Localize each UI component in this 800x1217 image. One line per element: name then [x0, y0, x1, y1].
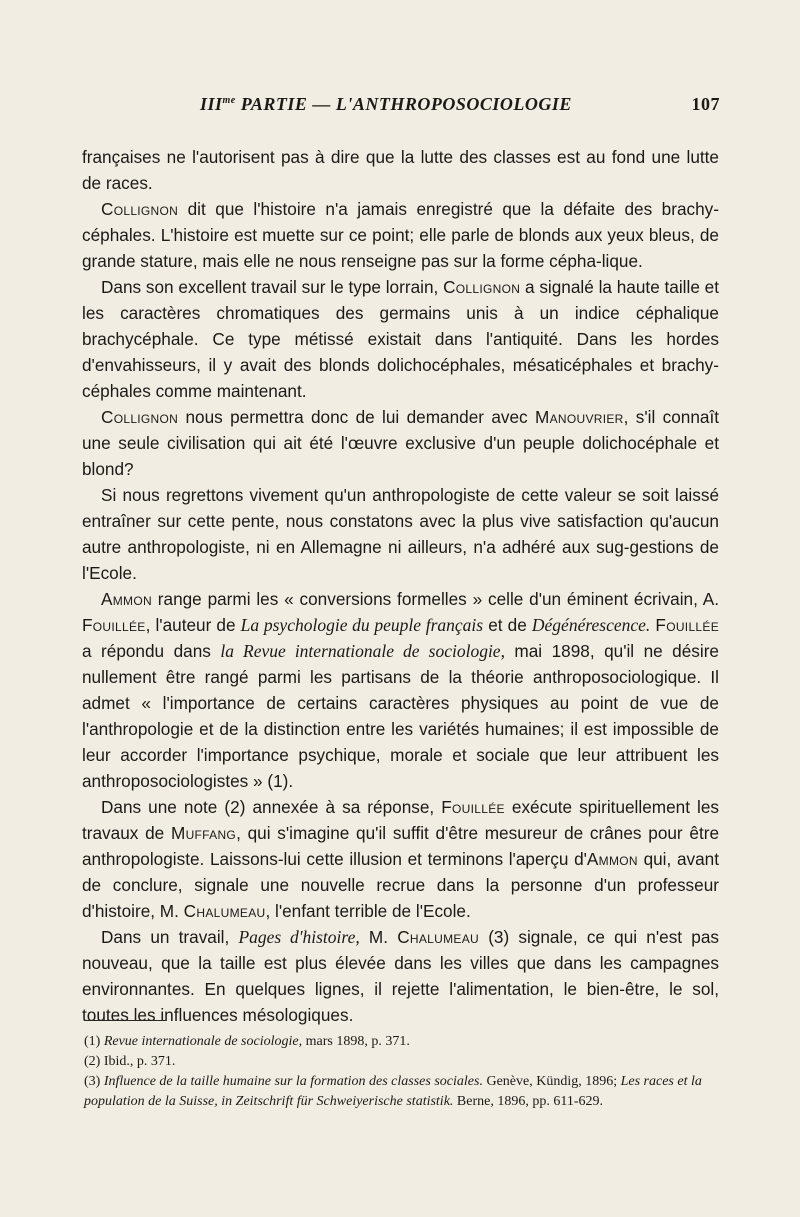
- header-title: [200, 94, 572, 115]
- text-run: qui, avant de conclure, signale une nouvelle recrue dans la personne d'un professeur d'histoire, M.: [82, 849, 720, 921]
- footnote: [84, 1032, 724, 1052]
- text-run: françaises ne l'autorisent pas à dire que la lutte des classes est au fond une lutte de races.: [82, 147, 719, 193]
- author-name: Chalumeau: [183, 901, 266, 921]
- part-superscript: me: [222, 95, 236, 106]
- author-name: Fouillée: [655, 615, 719, 635]
- italic-title: Pages d'histoire,: [238, 927, 360, 947]
- author-name: Ammon: [101, 589, 152, 609]
- text-run: , l'auteur de: [145, 615, 241, 635]
- footnotes: [84, 1032, 724, 1112]
- page-number: 107: [691, 94, 720, 114]
- text-run: mai 1898, qu'il ne désire nullement être rangé parmi les partisans de la théorie anthroposociologique. Il admet « l'importance de certains caractères physiques au point de vue de l'anthropologie et de la distinction entre les variétés humaines; il est impossible de leur accorder l'importance psychique, morale et sociale que leur attribuent les anthroposociologistes » (1).: [82, 641, 719, 791]
- text-run: Si nous regrettons vivement qu'un anthropologiste de cette valeur se soit laissé entraîner sur cette pente, nous constatons avec la plus vive satisfaction qu'aucun autre anthropologiste, ni en Allemagne ni ailleurs, n'a adhéré aux sug-gestions de l'Ecole.: [82, 485, 719, 583]
- author-name: Chalumeau: [397, 927, 479, 947]
- footnote: [84, 1072, 724, 1112]
- part-numeral: III: [200, 94, 223, 114]
- author-name: Collignon: [101, 407, 179, 427]
- text-run: (3) signale, ce qui n'est pas nouveau, que la taille est plus élevée dans les villes que dans les campagnes environnantes. En quelques lignes, il rejette l'alimentation, le bien-être, le sol, toutes les influences mésologiques.: [82, 927, 719, 1025]
- author-name: Ammon: [586, 849, 638, 869]
- paragraph: [82, 404, 719, 482]
- text-run: a signalé la haute taille et les caractères chromatiques des germains unis à un indice céphalique brachycéphale. Ce type métissé existait dans l'antiquité. Dans les hordes d'envahisseurs, il y avait des blonds dolichocéphales, mésaticéphales et brachy-céphales comme maintenant.: [82, 277, 719, 401]
- text-run: Dans un travail,: [101, 927, 239, 947]
- author-name: Collignon: [101, 199, 179, 219]
- paragraph: [82, 482, 719, 586]
- paragraph: [82, 196, 719, 274]
- text-run: Dans son excellent travail sur le type lorrain,: [101, 277, 444, 297]
- paragraph: [82, 924, 719, 1028]
- author-name: Muffang: [170, 823, 237, 843]
- body-text: [82, 144, 719, 1028]
- text-run: mars 1898, p. 371.: [302, 1034, 410, 1049]
- text-run: et de: [483, 615, 532, 635]
- author-name: Fouillée: [82, 615, 146, 635]
- text-run: dit que l'histoire n'a jamais enregistré que la défaite des brachy-céphales. L'histoire est muette sur ce point; elle parle de blonds aux yeux bleus, de grande stature, mais elle ne nous renseigne pas sur la forme cépha-lique.: [82, 199, 719, 271]
- text-run: nous permettra donc de lui demander avec: [178, 407, 535, 427]
- author-name: Collignon: [443, 277, 521, 297]
- text-run: , qui s'imagine qu'il suffit d'être mesureur de crânes pour être anthropologiste. Laissons-lui cette illusion et terminons l'aperçu d': [82, 823, 720, 869]
- text-run: , s'il connaît une seule civilisation qui ait été l'œuvre exclusive d'un peuple dolichocéphale et blond?: [82, 407, 720, 479]
- footnote: [84, 1052, 724, 1072]
- text-run: Dans une note (2) annexée à sa réponse,: [101, 797, 442, 817]
- italic-title: la Revue internationale de sociologie,: [220, 641, 505, 661]
- paragraph: [82, 794, 719, 924]
- text-run: exécute spirituellement les travaux de: [82, 797, 719, 843]
- text-run: M.: [359, 927, 398, 947]
- text-run: , l'enfant terrible de l'Ecole.: [265, 901, 471, 921]
- header-title-text: PARTIE — L'ANTHROPOSOCIOLOGIE: [240, 94, 572, 114]
- author-name: Fouillée: [441, 797, 505, 817]
- italic-title: Revue internationale de sociologie,: [103, 1034, 303, 1049]
- paragraph: [82, 586, 719, 794]
- text-run: Berne, 1896, pp. 611-629.: [453, 1094, 603, 1109]
- text-run: (1): [84, 1034, 104, 1049]
- paragraph: [82, 144, 719, 196]
- text-run: range parmi les « conversions formelles » celle d'un éminent écrivain, A.: [151, 589, 719, 609]
- author-name: Manouvrier: [534, 407, 624, 427]
- italic-title: La psychologie du peuple français: [240, 615, 484, 635]
- text-run: a répondu dans: [82, 641, 221, 661]
- italic-title: Influence de la taille humaine sur la formation des classes sociales.: [103, 1074, 483, 1089]
- text-run: Genève, Kündig, 1896;: [482, 1074, 621, 1089]
- italic-title: Les races et la population de la Suisse, in Zeitschrift für Schweiyerische statistik.: [84, 1074, 702, 1109]
- paragraph: [82, 274, 719, 404]
- footnote-separator: [86, 1020, 166, 1021]
- running-header: [200, 94, 720, 120]
- italic-title: Dégénérescence.: [531, 615, 651, 635]
- text-run: (2) Ibid., p. 371.: [84, 1054, 176, 1069]
- text-run: (3): [84, 1074, 104, 1089]
